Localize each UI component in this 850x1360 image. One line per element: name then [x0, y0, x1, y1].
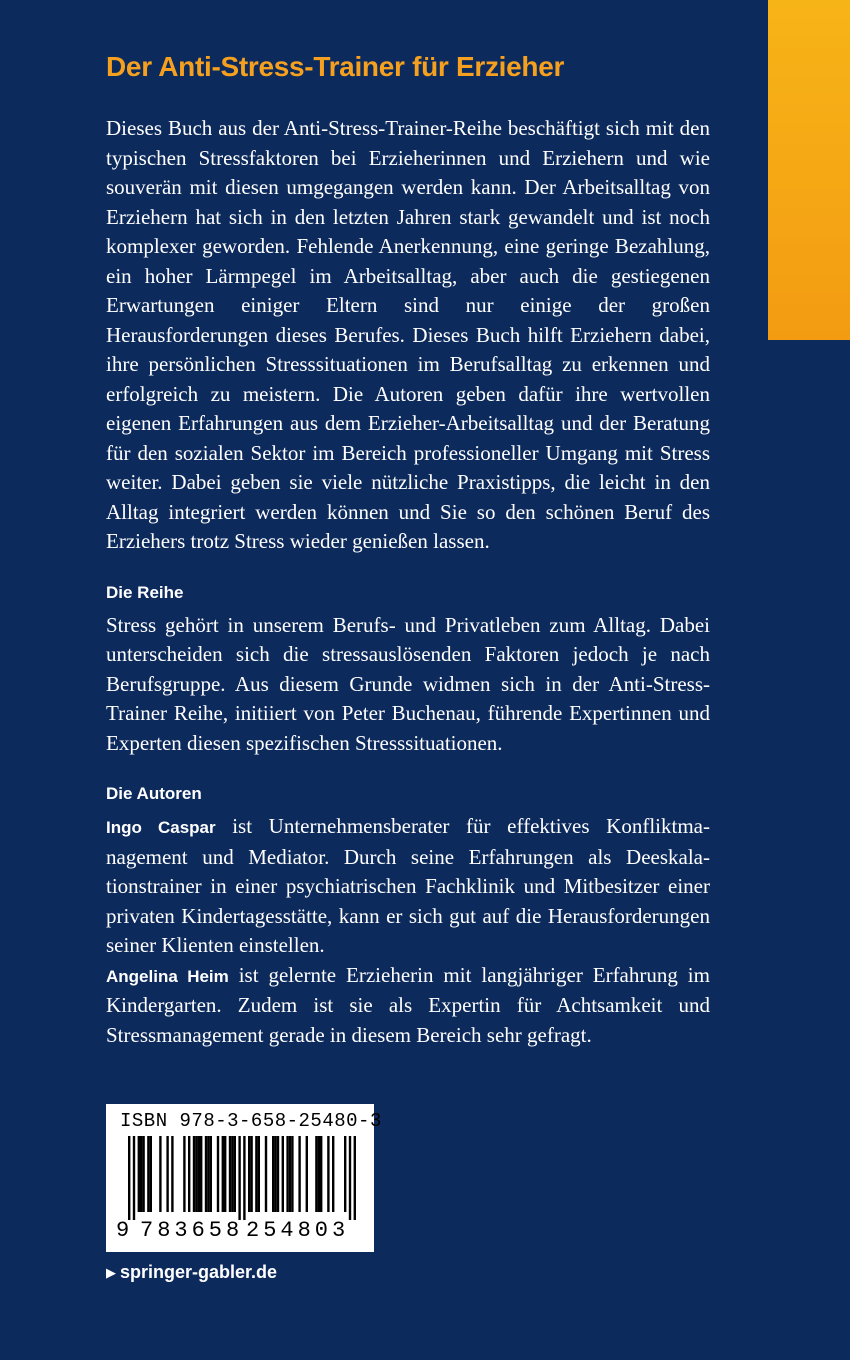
barcode-bar — [327, 1136, 329, 1212]
barcode-bar — [306, 1136, 308, 1212]
barcode-bar — [320, 1136, 322, 1212]
barcode-bar — [183, 1136, 185, 1212]
author-bio-text-1: ist Unternehmensberater für effektives Konfliktmanagement und Mediator. Durch seine Erfahrungen als Deeskalationstrainer in einer psychiatrischen Fachklinik und Mitbesitzer einer privaten Kindertagesstätte, kann er sich gut auf die Herausforderungen seiner Klienten einstellen. — [106, 814, 710, 957]
author-name-1: Ingo Caspar — [106, 818, 216, 837]
barcode-bar — [318, 1136, 320, 1212]
back-cover-content — [106, 48, 710, 1050]
accent-bar — [768, 0, 850, 340]
barcode-bar — [286, 1136, 288, 1212]
barcode-bar — [354, 1136, 356, 1220]
barcode-bar — [210, 1136, 212, 1212]
barcode-bar — [291, 1136, 293, 1212]
barcode-bar — [205, 1136, 207, 1212]
authors-heading: Die Autoren — [106, 784, 202, 803]
barcode-bar — [222, 1136, 224, 1212]
play-arrow-icon: ▶ — [106, 1265, 116, 1280]
barcode-bar — [332, 1136, 334, 1212]
barcode-bar — [265, 1136, 267, 1212]
barcode-bar — [255, 1136, 257, 1212]
ean-left-digits: 783658 — [140, 1218, 244, 1243]
series-heading: Die Reihe — [106, 582, 184, 602]
barcode-bar — [200, 1136, 202, 1212]
barcode-bars — [116, 1136, 366, 1220]
barcode-bar — [133, 1136, 135, 1220]
barcode-bar — [159, 1136, 161, 1212]
author-bio-2 — [106, 961, 710, 1051]
barcode-bar — [150, 1136, 152, 1212]
book-description: Dieses Buch aus der Anti-Stress-Trainer-Reihe beschäftigt sich mit den typischen Stressfaktoren bei Erzieherinnen und Erziehern und wie souverän mit diesen umgegangen werden kann. Der Arbeitsalltag von Erziehern hat sich in den letzten Jahren stark gewandelt und ist noch komplexer geworden. Fehlende Anerkennung, eine geringe Bezahlung, ein hoher Lärmpegel im Arbeitsalltag, aber auch die gestiegenen Erwartungen einiger Eltern sind nur einige der großen Herausforderungen dieses Berufes. Dieses Buch hilft Erziehern dabei, ihre persönlichen Stresssituationen im Berufsalltag zu erkennen und erfolgreich zu meistern. Die Autoren geben dafür ihre wertvollen eigenen Erfahrungen aus dem Erzieher-Arbeitsalltag und der Beratung für den sozialen Sektor im Bereich professioneller Umgang mit Stress weiter. Dabei geben sie viele nützliche Praxistipps, die leicht in den Alltag integriert werden können und Sie so den schönen Beruf des Erziehers trotz Stress wieder genießen lassen. — [106, 116, 710, 553]
barcode-bar — [128, 1136, 130, 1220]
barcode-bar — [344, 1136, 346, 1212]
barcode-bar — [224, 1136, 226, 1212]
publisher-website[interactable] — [106, 1262, 277, 1283]
website-text: springer-gabler.de — [120, 1262, 278, 1282]
ean-right-digits: 254803 — [246, 1218, 350, 1243]
book-title: Der Anti-Stress-Trainer für Erzieher — [106, 51, 565, 82]
barcode-bar — [166, 1136, 168, 1212]
barcode-bar — [277, 1136, 279, 1212]
barcode-bar — [195, 1136, 197, 1212]
barcode-bar — [282, 1136, 284, 1212]
barcode-bar — [147, 1136, 149, 1212]
author-bio-1 — [106, 812, 710, 961]
barcode-bar — [258, 1136, 260, 1212]
barcode-bar — [298, 1136, 300, 1212]
isbn-label: ISBN 978-3-658-25480-3 — [120, 1110, 382, 1132]
barcode-bar — [198, 1136, 200, 1212]
barcode-bar — [238, 1136, 240, 1220]
barcode-bar — [138, 1136, 140, 1212]
barcode-bar — [315, 1136, 317, 1212]
barcode-bar — [231, 1136, 233, 1212]
series-text: Stress gehört in unserem Berufs- und Privatleben zum Alltag. Dabei unterscheiden sich die stressauslösenden Faktoren jedoch je nach Berufsgruppe. Aus diesem Grunde widmen sich in der Anti-Stress-Trainer Reihe, initiiert von Peter Buchenau, führende Expertinnen und Experten diesen spezifischen Stresssituationen. — [106, 612, 710, 755]
barcode-bar — [140, 1136, 142, 1212]
barcode-bar — [229, 1136, 231, 1212]
barcode-bar — [188, 1136, 190, 1212]
barcode-bar — [207, 1136, 209, 1212]
isbn-barcode — [106, 1104, 382, 1252]
barcode-bar — [272, 1136, 274, 1212]
barcode-bar — [217, 1136, 219, 1212]
barcode-bar — [248, 1136, 250, 1212]
barcode-bar — [289, 1136, 291, 1212]
barcode-bar — [142, 1136, 144, 1212]
barcode-bar — [243, 1136, 245, 1220]
barcode-bar — [193, 1136, 195, 1212]
author-name-2: Angelina Heim — [106, 966, 229, 986]
barcode-bar — [274, 1136, 276, 1212]
barcode-bar — [171, 1136, 173, 1212]
barcode-bar — [234, 1136, 236, 1212]
barcode-bar — [349, 1136, 351, 1220]
barcode-bar — [250, 1136, 252, 1212]
author-bio-text-2: ist gelernte Erzieherin mit langjähriger Erfahrung im Kindergarten. Zudem ist sie als Expertin für Achtsamkeit und Stressmanagement gerade in diesem Bereich sehr gefragt. — [106, 962, 710, 1047]
ean-first-digit: 9 — [116, 1218, 130, 1243]
ean-digits — [116, 1216, 366, 1246]
